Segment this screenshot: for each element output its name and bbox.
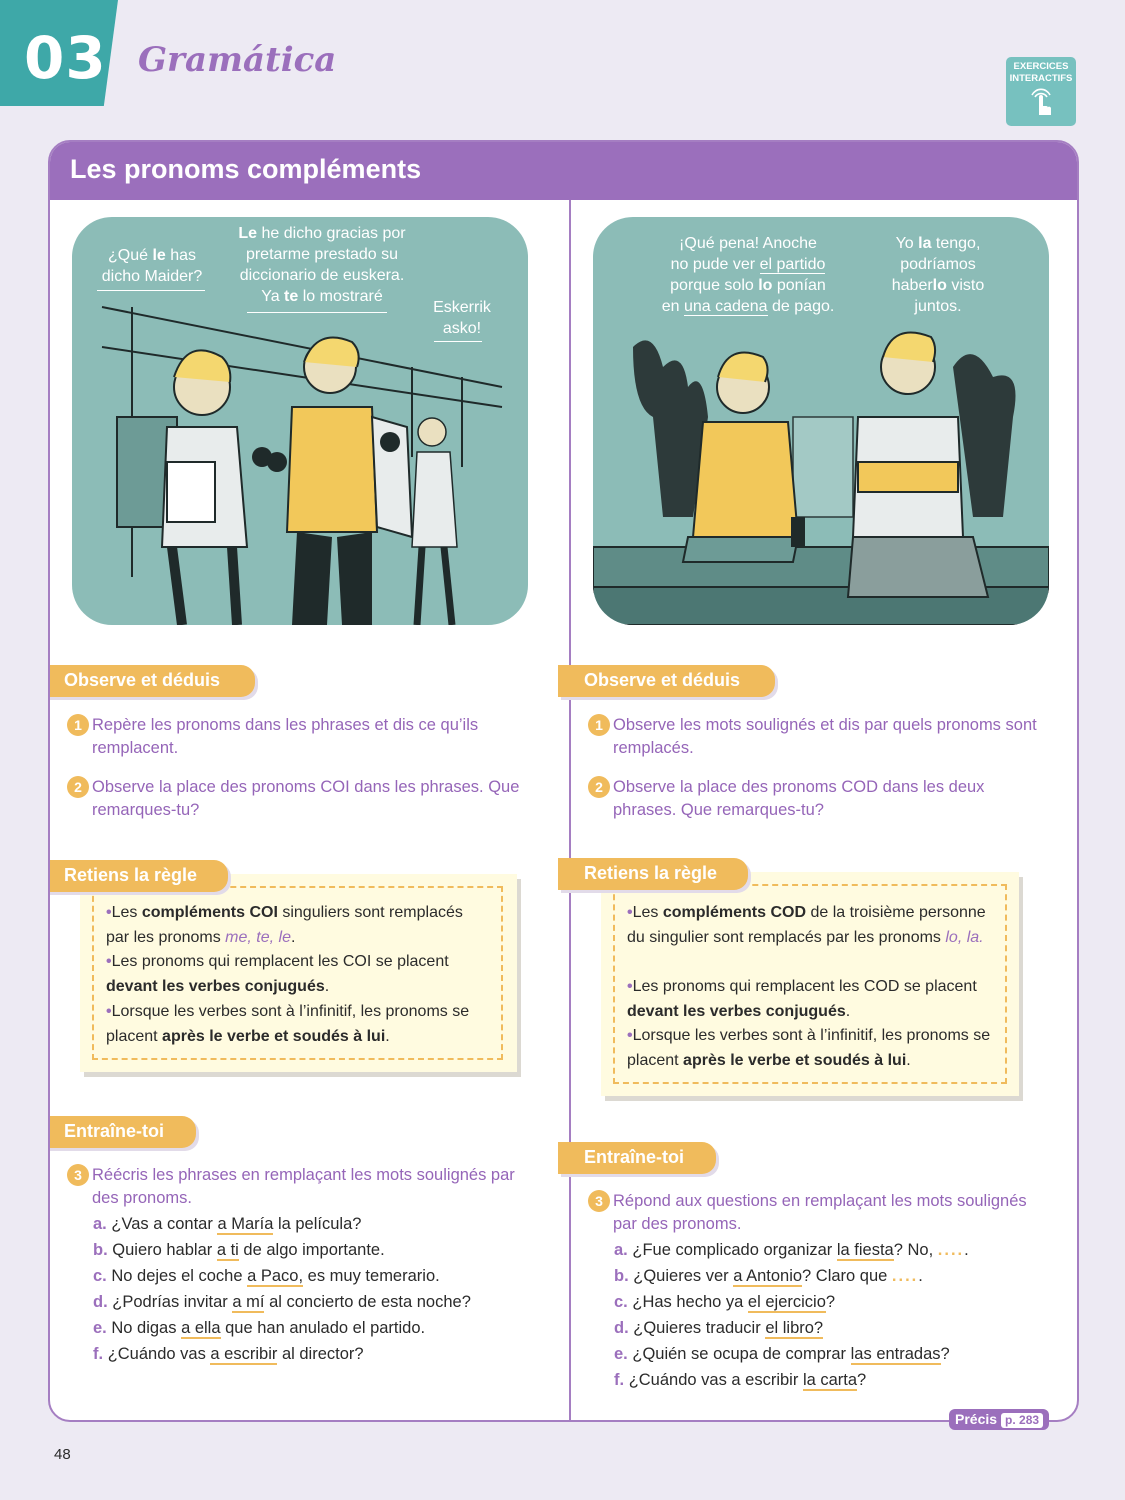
column-divider [569, 200, 571, 1420]
question-2: Observe la place des pronoms COI dans les phrases. Que remarques-tu? [92, 778, 520, 819]
chapter-number: 03 [24, 24, 107, 92]
question-number-3: 3 [67, 1164, 89, 1186]
question-3: Réécris les phrases en remplaçant les mots soulignés par des pronoms. [92, 1166, 515, 1207]
rule-text: Lorsque les verbes sont à l’infinitif, les pronoms se placent [627, 1027, 991, 1069]
bubble-text: Eskerrik [433, 299, 491, 316]
exercise-text: de algo importante. [238, 1241, 385, 1259]
rule-bold: compléments COI [141, 904, 278, 921]
question-3: Répond aux questions en remplaçant les mots soulignés par des pronoms. [613, 1192, 1027, 1233]
exercise-letter: a. [614, 1241, 628, 1259]
bubble-text: dicho Maider? [101, 268, 203, 285]
tag-label: Observe et déduis [64, 670, 221, 690]
box-header [50, 142, 1077, 200]
bubble-underline [434, 341, 482, 342]
rule-1: •Les compléments COI singuliers sont remplacés par les pronoms me, te, le. [106, 904, 463, 946]
underlined-words: a ella [181, 1319, 221, 1337]
exercise-text: ¿Quieres ver [633, 1267, 734, 1285]
section-title: Gramática [138, 40, 337, 80]
bubble-text: en [661, 298, 684, 315]
exercise-item [614, 1345, 950, 1364]
exercise-text: Quiero hablar [112, 1241, 217, 1259]
underlined-words: a Paco, [247, 1267, 304, 1285]
exercise-letter: e. [614, 1345, 628, 1363]
question-number-1: 1 [588, 714, 610, 736]
rule-pronoun: lo, la. [945, 928, 984, 946]
rule-text: Lorsque les verbes sont à l’infinitif, les pronoms se placent [106, 1003, 470, 1045]
page-number: 48 [54, 1446, 71, 1463]
exercise-text: . [964, 1241, 969, 1259]
rule-3: •Lorsque les verbes sont à l’infinitif, les pronoms se placent après le verbe et soudés à lui. [106, 1003, 470, 1045]
bubble-text: no pude ver [670, 256, 760, 273]
exercise-letter: f. [614, 1371, 625, 1389]
tag-label: Retiens la règle [584, 863, 718, 883]
exercise-item [614, 1319, 823, 1338]
question-number-2: 2 [67, 776, 89, 798]
rule-text: singuliers sont remplacés par les pronoms [106, 904, 463, 946]
rule-bold: compléments COD [662, 904, 806, 921]
question-number-3: 3 [588, 1190, 610, 1212]
rule-bold: devant les verbes conjugués [627, 1002, 846, 1020]
bubble-text: visto [946, 277, 985, 294]
underlined-words: el ejercicio [747, 1293, 826, 1311]
bubble-text: mostraré [315, 288, 383, 305]
interactive-exercises-button[interactable] [1006, 57, 1076, 126]
exercise-text: al concierto de esta noche? [264, 1293, 471, 1311]
exercise-text: que han anulado el partido. [220, 1319, 426, 1337]
answer-dots: .... [937, 1241, 965, 1259]
bubble-underlined-text: el partido [759, 256, 826, 273]
bubble-text: haber [891, 277, 933, 294]
question-number-1: 1 [67, 714, 89, 736]
exercise-item [614, 1241, 969, 1260]
question-number-2: 2 [588, 776, 610, 798]
exercise-item [614, 1371, 866, 1390]
exercise-text: No dejes el coche [111, 1267, 248, 1285]
speech-bubble-2 [217, 223, 427, 307]
exercise-text: ¿Cuándo vas a escribir [628, 1371, 803, 1389]
precis-link[interactable] [949, 1409, 1049, 1430]
bubble-text: ponían [772, 277, 826, 294]
rule-3: •Lorsque les verbes sont à l’infinitif, les pronoms se placent après le verbe et soudés à lui. [627, 1027, 991, 1069]
exercise-text: es muy temerario. [303, 1267, 440, 1285]
exercise-text: No digas [111, 1319, 182, 1337]
exercise-item [93, 1319, 425, 1338]
rule-text: . [324, 977, 330, 995]
tag-train-right [558, 1142, 716, 1174]
rule-pronoun: , te, le [247, 928, 291, 946]
underlined-words: a María [217, 1215, 274, 1233]
tag-observe-right [558, 665, 775, 697]
bubble-text: lo [302, 288, 316, 305]
tag-train-left [48, 1116, 196, 1148]
exercise-letter: d. [93, 1293, 108, 1311]
tag-observe-left [48, 665, 255, 697]
rule-bold: après le verbe et soudés à lui [683, 1051, 907, 1069]
exercise-letter: e. [93, 1319, 107, 1337]
bubble-text: pretarme [245, 246, 310, 263]
question-1: Repère les pronoms dans les phrases et dis ce qu’ils remplacent. [92, 716, 479, 757]
question-1: Observe les mots soulignés et dis par quels pronoms sont remplacés. [613, 716, 1037, 757]
underlined-words: a escribir [210, 1345, 278, 1363]
exercise-text: ¿Quieres traducir [633, 1319, 766, 1337]
exercise-text: ¿Podrías invitar [112, 1293, 233, 1311]
bubble-text: diccionario de euskera. [239, 267, 405, 284]
bubble-pronoun: la [918, 235, 932, 252]
bubble-text: ¿Qué [107, 247, 153, 264]
rule-text: Les pronoms qui remplacent les COI se placent [111, 953, 449, 970]
underlined-words: a Antonio [733, 1267, 803, 1285]
tag-label: Retiens la règle [64, 865, 198, 885]
precis-label: Précis [955, 1411, 998, 1427]
box-title: Les pronoms compléments [70, 154, 422, 184]
rule-text: Les pronoms qui remplacent les COD se placent [632, 978, 977, 995]
bubble-text: juntos. [914, 298, 962, 315]
exercise-letter: f. [93, 1345, 104, 1363]
exercise-text: . [918, 1267, 923, 1285]
bubble-underlined-text: una cadena [683, 298, 768, 315]
rule-text: . [845, 1002, 851, 1020]
grammar-box [48, 140, 1079, 1422]
bubble-pronoun: le [152, 247, 166, 264]
exercise-text: ? No, [893, 1241, 938, 1259]
rule-text: Les [111, 904, 142, 921]
exercise-text: ¿Fue complicado organizar [632, 1241, 837, 1259]
rule-bold: devant les verbes conjugués [106, 977, 325, 995]
exercise-text: ? Claro que [802, 1267, 892, 1285]
exercise-item [93, 1267, 440, 1286]
bubble-text: ¡Qué pena! Anoche [679, 235, 817, 252]
exercise-text: ? [857, 1371, 867, 1389]
bubble-text: Ya [261, 288, 285, 305]
exercise-item [93, 1241, 385, 1260]
bubble-text: has [165, 247, 197, 264]
rule-text: . [906, 1051, 911, 1069]
underlined-words: las entradas [850, 1345, 941, 1363]
bubble-underline [97, 290, 205, 291]
exercise-letter: a. [93, 1215, 107, 1233]
underlined-words: la fiesta [836, 1241, 894, 1259]
rule-bold: après le verbe et soudés à lui [162, 1027, 386, 1045]
exercise-item [93, 1293, 471, 1312]
exercise-text: la película? [273, 1215, 362, 1233]
exercise-item [93, 1345, 364, 1364]
tag-label: Observe et déduis [584, 670, 741, 690]
underlined-words: el libro? [765, 1319, 824, 1337]
bubble-text: de pago. [767, 298, 835, 315]
exercise-text: ? [825, 1293, 836, 1311]
bubble-text: tengo, [931, 235, 981, 252]
exercise-letter: c. [614, 1293, 628, 1311]
bubble-text: prestado su [309, 246, 399, 263]
exercise-text: ? [940, 1345, 950, 1363]
bubble-pronoun: lo [932, 277, 947, 294]
bubble-text: Yo [895, 235, 919, 252]
exercise-item [614, 1293, 835, 1312]
rule-text: de la troisième personne du singulier sont remplacés par les pronoms [627, 904, 986, 946]
interactive-exercises-label: EXERCICES INTERACTIFS [1009, 61, 1073, 84]
speech-bubble-1 [92, 245, 212, 287]
tag-rule-right [558, 858, 748, 890]
exercise-text: al director? [277, 1345, 364, 1363]
exercise-item [614, 1267, 923, 1286]
exercise-text: ¿Has hecho ya [632, 1293, 748, 1311]
comic-left [72, 217, 528, 625]
rule-1: •Les compléments COD de la troisième personne du singulier sont remplacés par les pronoms lo, la. [627, 904, 986, 946]
speech-bubble-2 [878, 233, 998, 317]
underlined-words: a mí [232, 1293, 265, 1311]
comic-right [593, 217, 1049, 625]
rule-text: . [385, 1027, 390, 1045]
underlined-words: la carta [802, 1371, 858, 1389]
speech-bubble-3 [422, 297, 502, 339]
bubble-pronoun: lo [758, 277, 773, 294]
exercise-text: ¿Quién se ocupa de comprar [632, 1345, 851, 1363]
rule-pronoun: me [225, 928, 248, 946]
exercise-text: ¿Vas a contar [111, 1215, 218, 1233]
bubble-text: podríamos [900, 256, 976, 273]
tag-label: Entraîne-toi [584, 1147, 685, 1167]
exercise-letter: b. [93, 1241, 108, 1259]
hand-tap-icon [1024, 85, 1058, 121]
exercise-letter: d. [614, 1319, 629, 1337]
exercise-item [93, 1215, 361, 1234]
bubble-text: porque solo [670, 277, 759, 294]
rule-text: . [290, 928, 296, 946]
rule-text: Les [632, 904, 663, 921]
exercise-letter: b. [614, 1267, 629, 1285]
rule-2: •Les pronoms qui remplacent les COI se placent devant les verbes conjugués. [106, 953, 449, 995]
precis-page: p. 283 [1001, 1413, 1043, 1428]
speech-bubble-1 [648, 233, 848, 317]
bubble-pronoun: te [284, 288, 299, 305]
bubble-pronoun: Le [238, 225, 258, 242]
exercise-text: ¿Cuándo vas [107, 1345, 211, 1363]
underlined-words: a ti [216, 1241, 239, 1259]
bubble-text: he dicho gracias por [257, 225, 406, 242]
tag-rule-left [48, 860, 228, 892]
tag-label: Entraîne-toi [64, 1121, 165, 1141]
question-2: Observe la place des pronoms COD dans les deux phrases. Que remarques-tu? [613, 778, 985, 819]
bubble-underline [247, 312, 387, 313]
exercise-letter: c. [93, 1267, 107, 1285]
answer-dots: .... [891, 1267, 919, 1285]
rule-2: •Les pronoms qui remplacent les COD se placent devant les verbes conjugués. [627, 978, 977, 1020]
bubble-text: asko! [442, 320, 482, 337]
